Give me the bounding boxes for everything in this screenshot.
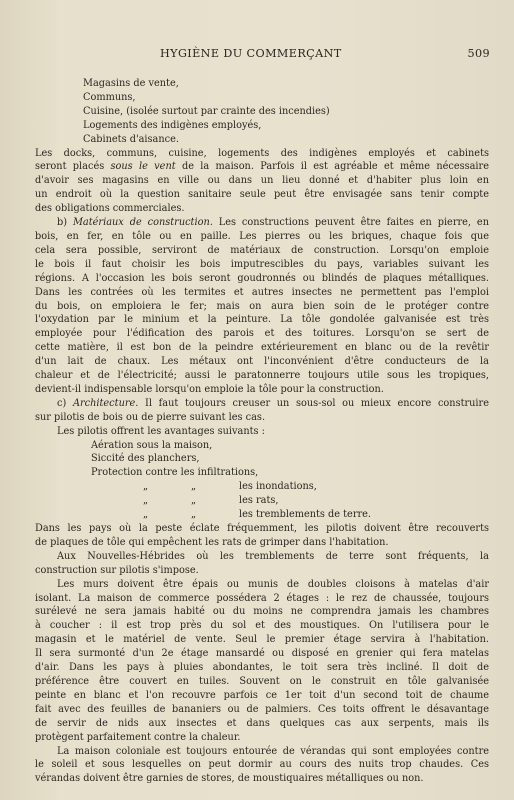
ditto-mark: „ — [143, 509, 149, 521]
text-line: un endroit où la question sanitaire seule peut être envisagée sans tenir compte — [35, 189, 489, 201]
text-line: protègent parfaitement contre la chaleur. — [35, 731, 241, 743]
italic-phrase: Architecture. — [72, 397, 139, 409]
page-number: 509 — [467, 47, 490, 60]
list-item: Magasins de vente, — [83, 78, 179, 89]
page-body — [35, 77, 489, 786]
text-line: peinte en blanc et l'on recouvre parfois ce 1er toit d'un second toit de chaume — [35, 689, 489, 701]
text-line: Les docks, communs, cuisine, logements des indigènes employés et cabinets — [35, 147, 489, 159]
text-line: Dans les pays où la peste éclate fréquemment, les pilotis doivent être recouverts — [35, 523, 489, 534]
running-title: HYGIÈNE DU COMMERÇANT — [160, 47, 342, 60]
text-line: l'oxydation par le minium et la peinture. La tôle gondolée galvanisée est très — [35, 314, 489, 326]
text-line: préférence être couvert en tuiles. Souvent on le construit en tôle galvanisée — [35, 675, 489, 687]
text-line: vérandas doivent être garnies de stores, de moustiquaires métalliques ou non. — [35, 773, 424, 785]
pilotis-intro: Les pilotis offrent les avantages suivants : — [57, 425, 265, 437]
list-item-text: les inondations, — [239, 481, 317, 493]
list-item — [35, 480, 489, 494]
text-line: seront placés sous le vent de la maison. Parfois il est agréable et même nécessaire — [35, 161, 489, 173]
text-line: régions. A l'occasion les bois seront goudronnés ou blindés de plaques métalliques. — [35, 272, 489, 284]
text-line: La maison coloniale est toujours entourée de vérandas qui sont employées contre — [57, 745, 489, 757]
list-item: Logements des indigènes employés, — [83, 119, 262, 131]
text-line: sur pilotis de bois ou de pierre suivant les cas. — [35, 411, 266, 423]
list-rooms — [35, 77, 489, 147]
ditto-mark: „ — [191, 481, 197, 493]
text-line: d'un lait de chaux. Les métaux ont l'inconvénient d'être conducteurs de la — [35, 356, 489, 368]
text-line: surélevé ne sera jamais habité ou du moins ne comprendra jamais les chambres — [35, 606, 489, 618]
text-line: devient-il indispensable lorsqu'on emploie la tôle pour la construction. — [35, 383, 384, 395]
list-item: Aération sous la maison, — [91, 439, 213, 451]
paragraph-architecture — [35, 397, 489, 425]
text-line: construction sur pilotis s'impose. — [35, 564, 199, 576]
paragraph-verandas — [35, 745, 489, 787]
text-line: employée pour l'édification des parois et des toitures. Lorsqu'on se sert de — [35, 328, 489, 340]
text-line: des obligations commerciales. — [35, 203, 185, 215]
text-line: Il sera surmonté d'un 2e étage mansardé ou disposé en grenier qui fera matelas — [35, 648, 489, 660]
text-line: d'avoir ses magasins en ville ou dans un lieu donné et d'habiter plus loin en — [35, 175, 489, 187]
italic-phrase: sous le vent — [110, 161, 176, 173]
list-item: Communs, — [83, 91, 136, 103]
text-line: isolant. La maison de commerce possédera 2 étages : le rez de chaussée, toujours — [35, 592, 489, 604]
paragraph-materiaux — [35, 216, 489, 397]
paragraph-hebrides — [35, 550, 489, 578]
text-line: cette matière, il est bon de la peindre extérieurement en blanc ou de la revêtir — [35, 342, 489, 354]
text-line: le bois il faut choisir les bois imputrescibles du pays, variables suivant les — [35, 258, 489, 270]
text-line: Aux Nouvelles-Hébrides où les tremblements de terre sont fréquents, la — [57, 550, 489, 562]
list-item-text: les tremblements de terre. — [239, 509, 372, 521]
text-line: magasin et le matériel de vente. Seul le premier étage servira à l'habitation. — [35, 634, 489, 646]
list-pilotis-advantages — [35, 439, 489, 522]
list-item-text: les rats, — [239, 495, 279, 507]
text-line: Dans les contrées où les termites et autres insectes ne permettent pas l'emploi — [35, 286, 489, 298]
ditto-mark: „ — [143, 495, 149, 507]
list-item: Cuisine, (isolée surtout par crainte des incendies) — [83, 105, 330, 117]
ditto-mark: „ — [143, 481, 149, 493]
list-item: Siccité des planchers, — [91, 453, 200, 465]
list-item: Protection contre les infiltrations, — [91, 467, 259, 479]
list-item — [35, 494, 489, 508]
text-line: c) Architecture. Il faut toujours creuser un sous-sol ou mieux encore construire — [57, 397, 489, 409]
text-line: chaleur et de l'électricité; aussi le paratonnerre toujours utile sous les tropiques, — [35, 370, 489, 382]
text-line: cela sera possible, serviront de matériaux de construction. Lorsqu'on emploie — [35, 244, 489, 256]
text-line: à coucher : il est trop près du sol et des moustiques. On l'utilisera pour le — [35, 620, 489, 632]
text-line: de servir de nids aux insectes et dans quelques cas aux serpents, mais ils — [35, 717, 489, 729]
text-line: bois, en fer, en tôle ou en paille. Les pierres ou les briques, chaque fois que — [35, 230, 489, 242]
text-line: du bois, on emploiera le fer; mais on aura bien soin de le protéger contre — [35, 300, 489, 312]
text-line: Les murs doivent être épais ou munis de doubles cloisons à matelas d'air — [57, 578, 489, 590]
ditto-mark: „ — [191, 509, 197, 521]
text-line: b) Matériaux de construction. Les constructions peuvent être faites en pierre, en — [57, 217, 489, 229]
text-line: d'air. Dans les pays à pluies abondantes, le toit sera très incliné. Il doit de — [35, 662, 489, 674]
text-line: le soleil et sous lesquelles on peut dormir au cours des nuits trop chaudes. Ces — [35, 759, 489, 771]
list-item — [35, 508, 489, 522]
ditto-mark: „ — [191, 495, 197, 507]
paragraph-docks — [35, 147, 489, 217]
text-line: fait avec des feuilles de bananiers ou de palmiers. Ces toits offrent le désavantage — [35, 703, 489, 715]
paragraph-peste — [35, 522, 489, 550]
italic-phrase: Matériaux de construction. — [72, 217, 213, 229]
text-line: de plaques de tôle qui empêchent les rats de grimper dans l'habitation. — [35, 536, 389, 548]
list-item: Cabinets d'aisance. — [83, 133, 179, 145]
paragraph-murs — [35, 578, 489, 745]
